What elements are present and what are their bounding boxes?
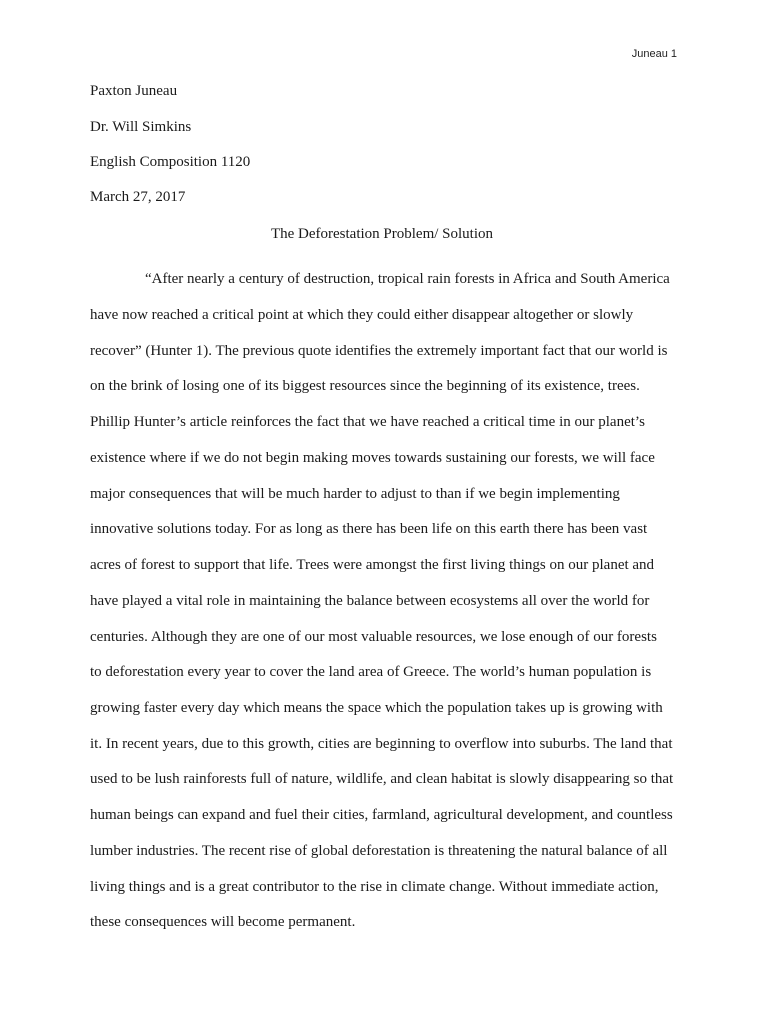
paragraph-line: lumber industries. The recent rise of global deforestation is threatening the natural balance of all [90,843,668,859]
paragraph-line: used to be lush rainforests full of nature, wildlife, and clean habitat is slowly disappearing so that [90,771,674,787]
paragraph-line: have played a vital role in maintaining the balance between ecosystems all over the world for [90,593,650,609]
paragraph-line: major consequences that will be much harder to adjust to than if we begin implementing [90,486,620,502]
document-title: The Deforestation Problem/ Solution [270,226,494,242]
paragraph-line: Phillip Hunter’s article reinforces the fact that we have reached a critical time in our planet’s [90,414,645,430]
paragraph-line: innovative solutions today. For as long as there has been life on this earth there has been vast [90,521,648,537]
paragraph-line: centuries. Although they are one of our most valuable resources, we lose enough of our forests [90,629,657,645]
paragraph-line: growing faster every day which means the space which the population takes up is growing with [90,700,663,716]
heading-course: English Composition 1120 [90,154,251,170]
running-head-page-number: Juneau 1 [631,48,677,60]
paragraph-line: to deforestation every year to cover the land area of Greece. The world’s human population is [90,664,652,680]
paragraph-line: “After nearly a century of destruction, tropical rain forests in Africa and South America [145,271,670,287]
heading-date: March 27, 2017 [90,189,186,205]
paragraph-line: on the brink of losing one of its biggest resources since the beginning of its existence, trees. [90,378,640,394]
paragraph-line: existence where if we do not begin making moves towards sustaining our forests, we will face [90,450,655,466]
paragraph-line: these consequences will become permanent. [90,914,356,930]
paragraph-line: recover” (Hunter 1). The previous quote identifies the extremely important fact that our world is [90,343,668,359]
paragraph-line: human beings can expand and fuel their cities, farmland, agricultural development, and countless [90,807,673,823]
paragraph-line: acres of forest to support that life. Trees were amongst the first living things on our planet and [90,557,655,573]
paragraph-line: living things and is a great contributor to the rise in climate change. Without immediate action, [90,879,659,895]
heading-instructor-name: Dr. Will Simkins [90,119,192,135]
paragraph-line: have now reached a critical point at which they could either disappear altogether or slowly [90,307,634,323]
heading-student-name: Paxton Juneau [90,83,178,99]
paragraph-line: it. In recent years, due to this growth, cities are beginning to overflow into suburbs. The land that [90,736,673,752]
